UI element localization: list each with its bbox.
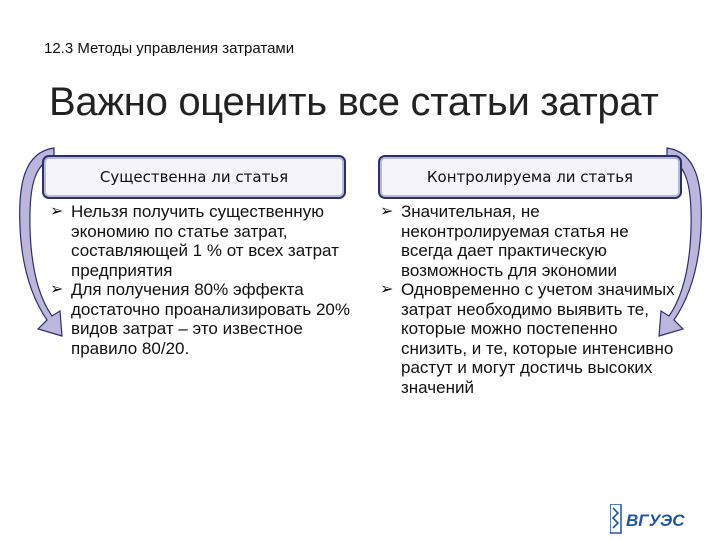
left-heading-label: Существенна ли статья [99, 168, 289, 186]
university-logo [610, 504, 690, 534]
arrow-bullet-icon: ➢ [50, 203, 64, 220]
left-bullet-list [50, 202, 350, 358]
list-item-text: Для получения 80% эффекта достаточно проанализировать 20% видов затрат – это известное правило 80/20. [71, 280, 350, 358]
arrow-bullet-icon: ➢ [50, 281, 64, 298]
list-item [50, 202, 350, 280]
right-heading-label: Контролируема ли статья [426, 168, 634, 186]
arrow-bullet-icon: ➢ [380, 281, 394, 298]
section-subtitle: 12.3 Методы управления затратами [44, 40, 295, 57]
left-column-heading [42, 155, 346, 199]
list-item-text: Одновременно с учетом значимых затрат необходимо выявить те, которые можно постепенно снизить, и те, которые интенсивно растут и могут достичь высоких значений [401, 280, 675, 397]
right-bullet-list [380, 202, 680, 397]
list-item [380, 202, 680, 280]
list-item-text: Нельзя получить существенную экономию по статье затрат, составляющей 1 % от всех затрат предприятия [71, 202, 339, 280]
list-item [380, 280, 680, 397]
right-column-heading [378, 155, 682, 199]
page-title: Важно оценить все статьи затрат [49, 80, 659, 124]
logo-text: ВГУЭС [626, 511, 685, 530]
list-item-text: Значительная, не неконтролируемая статья не всегда дает практическую возможность для экономии [401, 202, 629, 280]
arrow-bullet-icon: ➢ [380, 203, 394, 220]
list-item [50, 280, 350, 358]
